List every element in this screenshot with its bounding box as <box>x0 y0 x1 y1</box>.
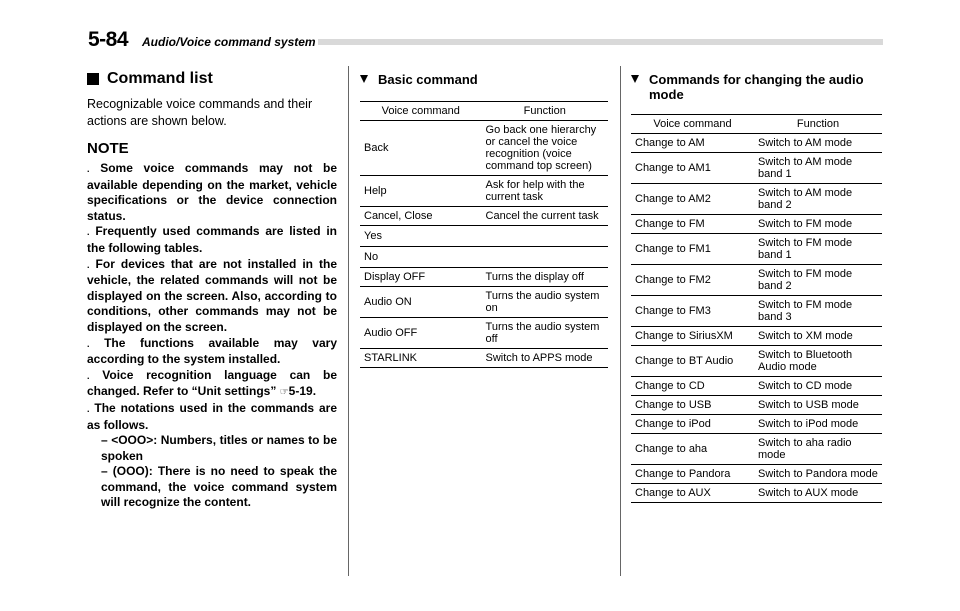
function-cell: Turns the audio system on <box>482 287 608 318</box>
command-list-title: Command list <box>107 70 213 87</box>
voice-command-cell: Change to AM2 <box>631 184 754 215</box>
voice-command-cell: Change to BT Audio <box>631 346 754 377</box>
function-cell: Cancel the current task <box>482 207 608 226</box>
voice-command-cell: Change to AM1 <box>631 153 754 184</box>
note-item <box>87 336 337 368</box>
table-row <box>360 268 608 287</box>
audio-mode-title: Commands for changing the audio mode <box>649 72 864 102</box>
voice-command-cell: Change to SiriusXM <box>631 327 754 346</box>
table-row <box>631 327 882 346</box>
bullet: . <box>87 370 90 381</box>
voice-command-cell: Change to FM2 <box>631 265 754 296</box>
table-row <box>360 176 608 207</box>
table-row <box>360 318 608 349</box>
voice-command-cell: Back <box>360 121 482 176</box>
table-row <box>631 396 882 415</box>
voice-command-cell: Yes <box>360 226 482 247</box>
function-cell: Turns the display off <box>482 268 608 287</box>
function-cell: Turns the audio system off <box>482 318 608 349</box>
note-text: Voice recognition language can be changed. Refer to “Unit settings” <box>87 367 337 399</box>
function-cell: Switch to AM mode band 1 <box>754 153 882 184</box>
column-header: Voice command <box>631 115 754 134</box>
function-cell: Switch to USB mode <box>754 396 882 415</box>
bullet: . <box>87 259 90 270</box>
column-header: Function <box>482 102 608 121</box>
table-row <box>360 226 608 247</box>
table-row <box>631 434 882 465</box>
table-row <box>631 184 882 215</box>
function-cell: Switch to XM mode <box>754 327 882 346</box>
function-cell: Switch to AM mode <box>754 134 882 153</box>
bullet: . <box>87 338 90 349</box>
note-item <box>87 161 337 224</box>
subsection-heading <box>360 72 608 87</box>
command-list-column <box>87 70 337 511</box>
function-cell <box>482 226 608 247</box>
function-cell: Switch to AM mode band 2 <box>754 184 882 215</box>
voice-command-cell: Change to AM <box>631 134 754 153</box>
intro-text: Recognizable voice commands and their actions are shown below. <box>87 97 313 128</box>
voice-command-cell: No <box>360 247 482 268</box>
function-cell: Switch to FM mode band 1 <box>754 234 882 265</box>
note-item <box>87 401 337 433</box>
basic-command-column <box>360 72 608 368</box>
note-item <box>87 257 337 336</box>
bullet: . <box>87 227 90 238</box>
voice-command-cell: Cancel, Close <box>360 207 482 226</box>
function-cell: Switch to aha radio mode <box>754 434 882 465</box>
column-divider <box>620 66 621 576</box>
note-title: NOTE <box>87 140 129 157</box>
bullet: . <box>87 164 90 174</box>
table-row <box>631 415 882 434</box>
triangle-bullet-icon <box>631 75 639 83</box>
function-cell: Switch to CD mode <box>754 377 882 396</box>
note-text: The functions available may vary according to the system installed. <box>87 335 337 367</box>
table-row <box>631 234 882 265</box>
table-row <box>360 287 608 318</box>
section-title: Audio/Voice command system <box>142 35 316 49</box>
basic-command-table <box>360 101 608 368</box>
voice-command-cell: Change to aha <box>631 434 754 465</box>
function-cell: Switch to Bluetooth Audio mode <box>754 346 882 377</box>
note-block <box>87 161 337 511</box>
function-cell: Switch to FM mode band 2 <box>754 265 882 296</box>
voice-command-cell: Help <box>360 176 482 207</box>
table-row <box>631 377 882 396</box>
function-cell <box>482 247 608 268</box>
voice-command-cell: Change to FM3 <box>631 296 754 327</box>
subsection-heading <box>631 72 882 102</box>
voice-command-cell: STARLINK <box>360 349 482 368</box>
audio-mode-column <box>631 72 882 503</box>
bullet: . <box>87 403 90 414</box>
triangle-bullet-icon <box>360 75 368 83</box>
function-cell: Switch to iPod mode <box>754 415 882 434</box>
reference-arrow-icon: ☞ <box>279 387 289 399</box>
basic-command-title: Basic command <box>378 72 478 87</box>
page-number: 5-84 <box>88 28 129 51</box>
note-text: The notations used in the commands are as follows. <box>87 400 337 432</box>
audio-mode-table <box>631 114 882 503</box>
note-text: Some voice commands may not be available depending on the market, vehicle specifications or the device connection status. <box>87 161 337 223</box>
column-divider <box>348 66 349 576</box>
voice-command-cell: Change to Pandora <box>631 465 754 484</box>
function-cell: Ask for help with the current task <box>482 176 608 207</box>
table-row <box>631 346 882 377</box>
table-row <box>631 134 882 153</box>
page-header <box>88 30 883 54</box>
function-cell: Switch to Pandora mode <box>754 465 882 484</box>
column-header: Voice command <box>360 102 482 121</box>
section-heading <box>87 70 337 88</box>
voice-command-cell: Change to FM <box>631 215 754 234</box>
note-item <box>87 224 337 256</box>
notation-item: – (OOO): There is no need to speak the command, the voice command system will recognize the content. <box>101 464 337 510</box>
note-item <box>87 368 337 401</box>
table-row <box>631 265 882 296</box>
table-row <box>360 121 608 176</box>
voice-command-cell: Change to iPod <box>631 415 754 434</box>
header-rule <box>318 39 883 45</box>
table-row <box>360 349 608 368</box>
function-cell: Switch to AUX mode <box>754 484 882 503</box>
square-bullet-icon <box>87 73 99 85</box>
table-row <box>631 465 882 484</box>
voice-command-cell: Audio ON <box>360 287 482 318</box>
column-header: Function <box>754 115 882 134</box>
function-cell: Switch to FM mode <box>754 215 882 234</box>
voice-command-cell: Change to CD <box>631 377 754 396</box>
note-text: Frequently used commands are listed in the following tables. <box>87 224 337 255</box>
table-row <box>631 296 882 327</box>
notation-item: – <OOO>: Numbers, titles or names to be spoken <box>101 433 337 463</box>
page-reference-link[interactable]: 5-19. <box>288 384 317 399</box>
note-text: For devices that are not installed in the vehicle, the related commands will not be displayed on the screen. Also, according to conditions, other commands may not be displayed on the screen. <box>87 256 337 334</box>
table-row <box>360 207 608 226</box>
table-row <box>631 153 882 184</box>
table-row <box>631 215 882 234</box>
voice-command-cell: Change to FM1 <box>631 234 754 265</box>
table-row <box>631 484 882 503</box>
function-cell: Switch to APPS mode <box>482 349 608 368</box>
voice-command-cell: Change to AUX <box>631 484 754 503</box>
voice-command-cell: Audio OFF <box>360 318 482 349</box>
voice-command-cell: Display OFF <box>360 268 482 287</box>
function-cell: Switch to FM mode band 3 <box>754 296 882 327</box>
function-cell: Go back one hierarchy or cancel the voice recognition (voice command top screen) <box>482 121 608 176</box>
table-row <box>360 247 608 268</box>
voice-command-cell: Change to USB <box>631 396 754 415</box>
